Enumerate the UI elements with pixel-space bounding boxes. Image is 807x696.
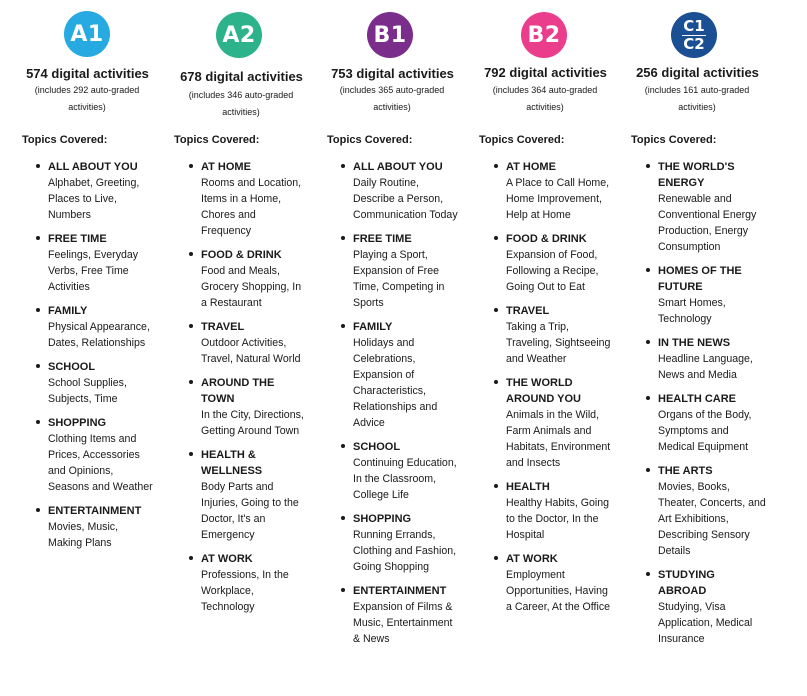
- topic-description: Studying, Visa Application, Medical Insurance: [658, 601, 753, 645]
- level-badge-a2: A2: [216, 12, 262, 58]
- topic-description: Outdoor Activities, Travel, Natural World: [201, 337, 301, 365]
- activity-count: 678 digital activities: [180, 69, 303, 84]
- topic-description: Headline Language, News and Media: [658, 353, 753, 381]
- badge-line-c2: C2: [683, 34, 705, 53]
- topic-title: SCHOOL: [353, 441, 401, 453]
- topic-description: Organs of the Body, Symptoms and Medical Equipment: [658, 409, 752, 453]
- level-badge-b1: B1: [367, 12, 413, 58]
- topic-description: Daily Routine, Describe a Person, Communication Today: [353, 177, 458, 221]
- topic-title: AT HOME: [506, 161, 556, 173]
- topic-title: AT WORK: [201, 553, 253, 565]
- topics-list: [48, 159, 154, 559]
- topic-item: [201, 551, 308, 615]
- topic-description: Alphabet, Greeting, Places to Live, Numbers: [48, 177, 140, 221]
- topic-title: HOMES OF THE FUTURE: [658, 265, 742, 293]
- topic-title: ALL ABOUT YOU: [353, 161, 443, 173]
- topic-description: A Place to Call Home, Home Improvement, Help at Home: [506, 177, 610, 221]
- topic-item: [506, 479, 613, 543]
- topic-description: Continuing Education, In the Classroom, College Life: [353, 457, 457, 501]
- topic-title: STUDYING ABROAD: [658, 569, 715, 597]
- topic-item: [48, 159, 154, 223]
- topics-heading: Topics Covered:: [327, 134, 413, 146]
- topic-description: School Supplies, Subjects, Time: [48, 377, 127, 405]
- topic-title: IN THE NEWS: [658, 337, 731, 349]
- auto-graded-note: (includes 365 auto-graded activities): [339, 85, 445, 112]
- topic-item: [506, 159, 613, 223]
- topic-title: THE WORLD'S ENERGY: [658, 161, 735, 189]
- activity-count: 753 digital activities: [331, 66, 454, 81]
- badge-line-c1: C1: [683, 16, 705, 35]
- topic-item: [353, 583, 460, 647]
- topic-item: [353, 319, 460, 431]
- topic-title: TRAVEL: [201, 321, 245, 333]
- topic-title: TRAVEL: [506, 305, 550, 317]
- topics-heading: Topics Covered:: [174, 134, 260, 146]
- topic-item: [658, 463, 768, 559]
- topics-list: [201, 159, 308, 623]
- topic-description: Movies, Books, Theater, Concerts, and Art Exhibitions, Describing Sensory Details: [658, 481, 766, 557]
- topic-item: [658, 263, 768, 327]
- topics-heading: Topics Covered:: [479, 134, 565, 146]
- topic-title: SHOPPING: [353, 513, 412, 525]
- topic-title: HEALTH: [506, 481, 550, 493]
- topic-description: Physical Appearance, Dates, Relationships: [48, 321, 150, 349]
- topic-title: AROUND THE TOWN: [201, 377, 275, 405]
- topic-item: [353, 231, 460, 311]
- topic-description: Food and Meals, Grocery Shopping, In a Restaurant: [201, 265, 302, 309]
- topic-description: Renewable and Conventional Energy Production, Energy Consumption: [658, 193, 757, 253]
- topic-item: [658, 567, 768, 647]
- topic-title: THE WORLD AROUND YOU: [506, 377, 581, 405]
- topic-title: ENTERTAINMENT: [353, 585, 447, 597]
- topic-description: Rooms and Location, Items in a Home, Chores and Frequency: [201, 177, 302, 237]
- topic-description: Smart Homes, Technology: [658, 297, 726, 325]
- auto-graded-note: (includes 292 auto-graded activities): [34, 85, 140, 112]
- topic-title: SCHOOL: [48, 361, 96, 373]
- topic-description: Animals in the Wild, Farm Animals and Habitats, Environment and Insects: [506, 409, 611, 469]
- topic-item: [353, 439, 460, 503]
- topic-item: [201, 447, 308, 543]
- topic-description: Taking a Trip, Traveling, Sightseeing and Weather: [506, 321, 611, 365]
- topic-title: THE ARTS: [658, 465, 713, 477]
- topic-description: Expansion of Food, Following a Recipe, Going Out to Eat: [506, 249, 599, 293]
- topic-title: AT WORK: [506, 553, 558, 565]
- activity-count: 574 digital activities: [26, 66, 149, 81]
- topics-heading: Topics Covered:: [631, 134, 717, 146]
- auto-graded-note: (includes 364 auto-graded activities): [492, 85, 598, 112]
- level-badge-a1: A1: [64, 11, 110, 57]
- auto-graded-note: (includes 161 auto-graded activities): [644, 85, 750, 112]
- topic-item: [353, 159, 460, 223]
- level-badge-c1-c2: [671, 12, 717, 58]
- topic-title: ENTERTAINMENT: [48, 505, 142, 517]
- topic-description: Running Errands, Clothing and Fashion, Going Shopping: [353, 529, 457, 573]
- topic-item: [658, 335, 768, 383]
- topic-title: FOOD & DRINK: [201, 249, 282, 261]
- topics-list: [353, 159, 460, 655]
- topic-title: FAMILY: [48, 305, 88, 317]
- topic-item: [48, 359, 154, 407]
- topic-item: [201, 159, 308, 239]
- topic-description: Playing a Sport, Expansion of Free Time, Competing in Sports: [353, 249, 445, 309]
- topics-heading: Topics Covered:: [22, 134, 108, 146]
- topic-title: FREE TIME: [48, 233, 107, 245]
- topic-title: FREE TIME: [353, 233, 412, 245]
- topic-description: Healthy Habits, Going to the Doctor, In the Hospital: [506, 497, 610, 541]
- topic-item: [506, 551, 613, 615]
- topic-description: Professions, In the Workplace, Technology: [201, 569, 289, 613]
- topic-item: [48, 303, 154, 351]
- topic-title: FOOD & DRINK: [506, 233, 587, 245]
- topic-item: [201, 247, 308, 311]
- topic-item: [353, 511, 460, 575]
- topic-description: Feelings, Everyday Verbs, Free Time Activities: [48, 249, 139, 293]
- topic-description: Movies, Music, Making Plans: [48, 521, 119, 549]
- topics-list: [658, 159, 768, 655]
- auto-graded-note: (includes 346 auto-graded activities): [188, 90, 294, 117]
- topic-title: HEALTH CARE: [658, 393, 737, 405]
- topic-description: Body Parts and Injuries, Going to the Doctor, It's an Emergency: [201, 481, 299, 541]
- topic-item: [506, 375, 613, 471]
- topic-description: Clothing Items and Prices, Accessories and Opinions, Seasons and Weather: [48, 433, 153, 493]
- topic-item: [506, 303, 613, 367]
- topic-item: [201, 375, 308, 439]
- topic-item: [48, 231, 154, 295]
- topic-item: [48, 503, 154, 551]
- topic-item: [658, 159, 768, 255]
- topics-list: [506, 159, 613, 623]
- topic-item: [201, 319, 308, 367]
- topic-item: [658, 391, 768, 455]
- topic-title: ALL ABOUT YOU: [48, 161, 138, 173]
- topic-description: Expansion of Films & Music, Entertainment & News: [353, 601, 453, 645]
- topic-description: Holidays and Celebrations, Expansion of Characteristics, Relationships and Advice: [353, 337, 438, 429]
- topic-title: SHOPPING: [48, 417, 107, 429]
- topic-title: AT HOME: [201, 161, 251, 173]
- level-badge-b2: B2: [521, 12, 567, 58]
- activity-count: 792 digital activities: [484, 65, 607, 80]
- activity-count: 256 digital activities: [636, 65, 759, 80]
- topic-item: [506, 231, 613, 295]
- topic-item: [48, 415, 154, 495]
- topic-description: Employment Opportunities, Having a Career, At the Office: [506, 569, 611, 613]
- topic-description: In the City, Directions, Getting Around Town: [201, 409, 304, 437]
- topic-title: HEALTH & WELLNESS: [201, 449, 263, 477]
- topic-title: FAMILY: [353, 321, 393, 333]
